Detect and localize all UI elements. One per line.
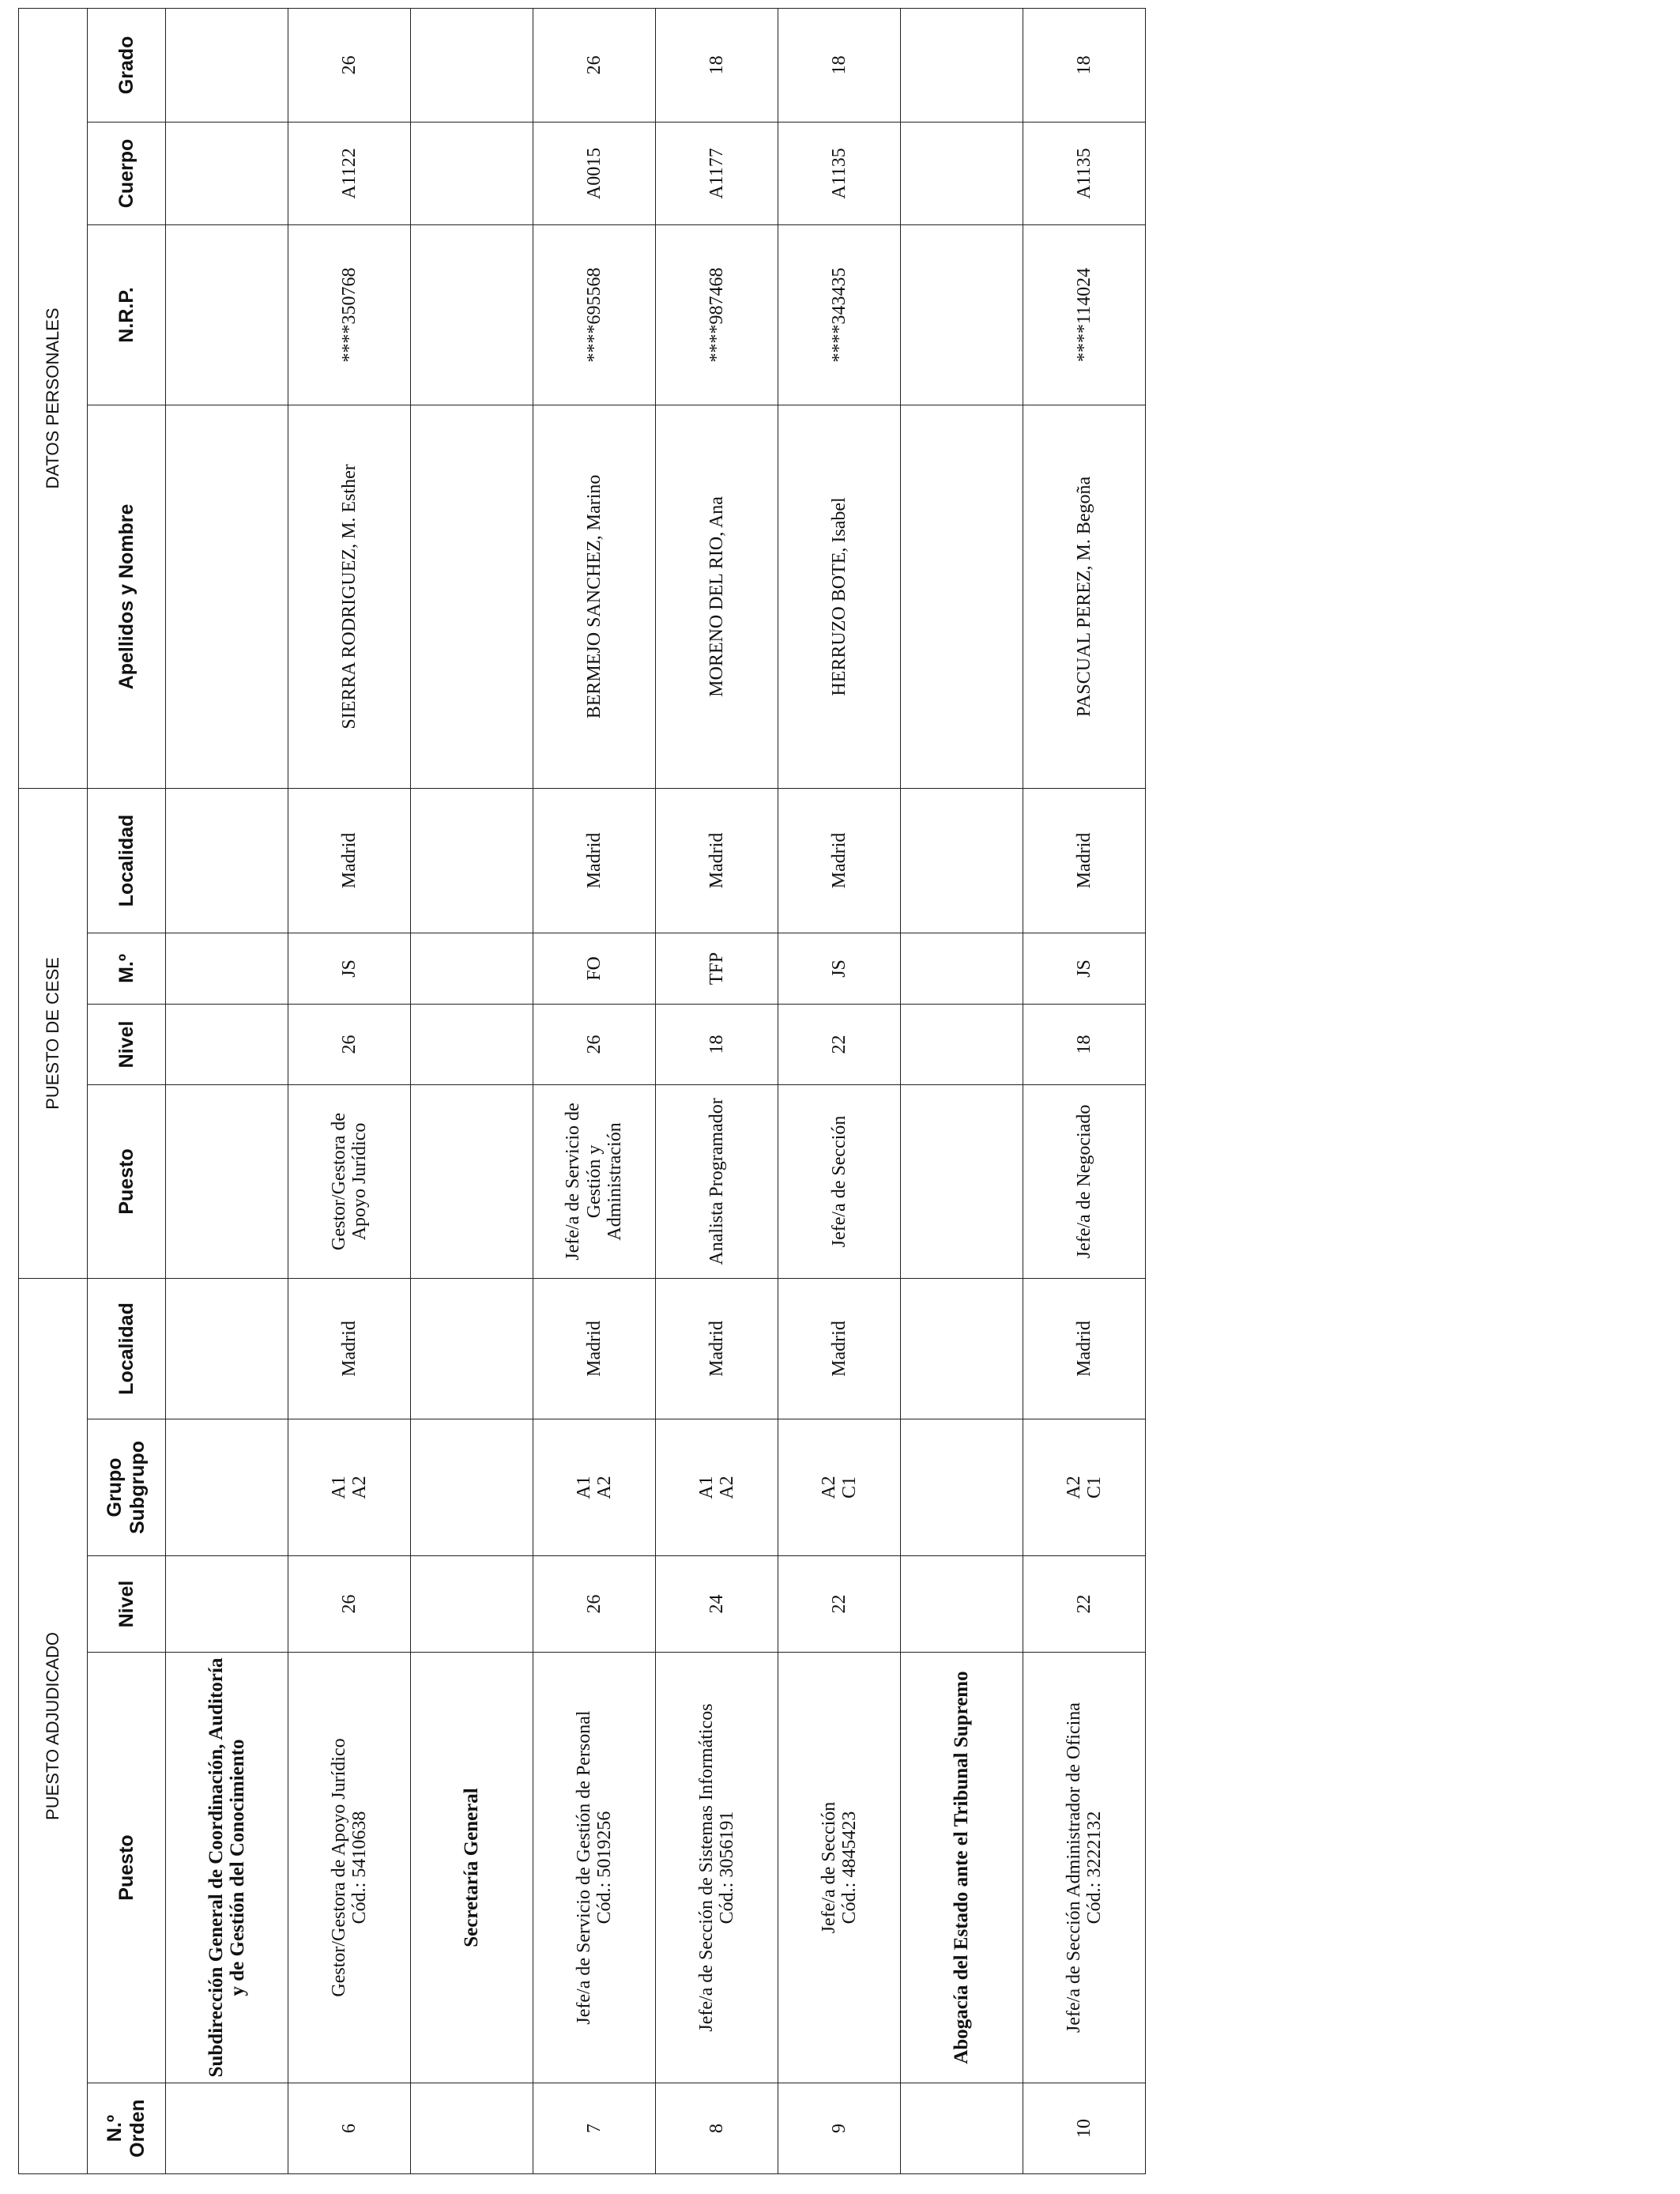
table-row [533,8,656,2173]
nombre-cell: SIERRA RODRIGUEZ, M. Esther [288,405,411,788]
cese-ministerio-cell: JS [778,933,901,1004]
nombre-cell: HERRUZO BOTE, Isabel [778,405,901,788]
localidad-cell: Madrid [656,1278,778,1419]
puesto-text: Jefe/a de Sección Administrador de Oficina [1063,1702,1084,2033]
localidad-cell: Madrid [778,1278,901,1419]
codigo-text: Cód.: 5410638 [349,1811,370,1924]
codigo-text: Cód.: 5019256 [594,1811,615,1924]
localidad-cell: Madrid [288,1278,411,1419]
nrp-cell: ****350768 [288,224,411,405]
orden-cell: 6 [288,2083,411,2174]
puesto-cell [288,1653,411,2083]
col-header-orden: N.º Orden [88,2083,166,2174]
cese-localidad-cell: Madrid [533,788,656,933]
col-header-cese-ministerio: M.º [88,933,166,1004]
puesto-text: Jefe/a de Sección de Sistemas Informáticos [695,1703,717,2032]
cuerpo-cell: A1135 [1023,122,1146,224]
cese-puesto-cell: Jefe/a de Negociado [1023,1084,1146,1278]
nrp-cell: ****114024 [1023,224,1146,405]
col-header-localidad: Localidad [88,1278,166,1419]
section-row [411,8,533,2173]
orden-cell: 7 [533,2083,656,2174]
codigo-text: Cód.: 3222132 [1084,1811,1105,1924]
resolution-table [18,8,1146,2174]
col-header-cese-nivel: Nivel [88,1004,166,1084]
grado-cell: 26 [533,8,656,122]
section-row [901,8,1023,2173]
col-header-grado: Grado [88,8,166,122]
puesto-text: Gestor/Gestora de Apoyo Jurídico [328,1738,349,1997]
grupo-cell: A2 C1 [1023,1419,1146,1556]
nombre-cell: PASCUAL PEREZ, M. Begoña [1023,405,1146,788]
col-header-nivel: Nivel [88,1556,166,1653]
nombre-cell: BERMEJO SANCHEZ, Marino [533,405,656,788]
nrp-cell: ****987468 [656,224,778,405]
puesto-cell [533,1653,656,2083]
section-title: Abogacía del Estado ante el Tribunal Supremo [901,1653,1023,2083]
cese-nivel-cell: 22 [778,1004,901,1084]
cese-nivel-cell: 26 [533,1004,656,1084]
group-header-puesto-adjudicado: PUESTO ADJUDICADO [19,1278,88,2173]
grado-cell: 18 [1023,8,1146,122]
group-header-puesto-cese: PUESTO DE CESE [19,788,88,1278]
cese-nivel-cell: 18 [656,1004,778,1084]
puesto-cell [1023,1653,1146,2083]
col-header-puesto: Puesto [88,1653,166,2083]
cese-localidad-cell: Madrid [778,788,901,933]
cese-ministerio-cell: JS [1023,933,1146,1004]
cuerpo-cell: A1135 [778,122,901,224]
col-header-apellidos-nombre: Apellidos y Nombre [88,405,166,788]
cese-localidad-cell: Madrid [1023,788,1146,933]
nombre-cell: MORENO DEL RIO, Ana [656,405,778,788]
puesto-cell [778,1653,901,2083]
table-row [1023,8,1146,2173]
table-row [656,8,778,2173]
codigo-text: Cód.: 3056191 [717,1811,737,1924]
cuerpo-cell: A1122 [288,122,411,224]
cese-puesto-cell: Jefe/a de Servicio de Gestión y Administración [533,1084,656,1278]
grado-cell: 18 [778,8,901,122]
puesto-text: Jefe/a de Servicio de Gestión de Personal [573,1710,594,2025]
section-title: Secretaría General [411,1653,533,2083]
cese-ministerio-cell: JS [288,933,411,1004]
table-row [778,8,901,2173]
grupo-cell: A2 C1 [778,1419,901,1556]
cuerpo-cell: A0015 [533,122,656,224]
cese-localidad-cell: Madrid [288,788,411,933]
cese-nivel-cell: 26 [288,1004,411,1084]
group-header-datos-personales: DATOS PERSONALES [19,8,88,788]
grado-cell: 26 [288,8,411,122]
orden-cell: 10 [1023,2083,1146,2174]
col-header-nrp: N.R.P. [88,224,166,405]
cese-ministerio-cell: TFP [656,933,778,1004]
nivel-cell: 26 [533,1556,656,1653]
nivel-cell: 22 [1023,1556,1146,1653]
nrp-cell: ****343435 [778,224,901,405]
col-header-cuerpo: Cuerpo [88,122,166,224]
localidad-cell: Madrid [533,1278,656,1419]
cese-puesto-cell: Analista Programador [656,1084,778,1278]
section-title: Subdirección General de Coordinación, Auditoría y de Gestión del Conocimiento [166,1653,288,2083]
orden-cell: 8 [656,2083,778,2174]
col-header-grupo-subgrupo: Grupo Subgrupo [88,1419,166,1556]
nrp-cell: ****695568 [533,224,656,405]
puesto-cell [656,1653,778,2083]
cese-puesto-cell: Jefe/a de Sección [778,1084,901,1278]
col-header-cese-localidad: Localidad [88,788,166,933]
nivel-cell: 26 [288,1556,411,1653]
section-row [166,8,288,2173]
localidad-cell: Madrid [1023,1278,1146,1419]
cuerpo-cell: A1177 [656,122,778,224]
grupo-cell: A1 A2 [533,1419,656,1556]
grupo-cell: A1 A2 [656,1419,778,1556]
cese-localidad-cell: Madrid [656,788,778,933]
nivel-cell: 22 [778,1556,901,1653]
table-row [288,8,411,2173]
cese-ministerio-cell: FO [533,933,656,1004]
col-header-cese-puesto: Puesto [88,1084,166,1278]
codigo-text: Cód.: 4845423 [839,1811,860,1924]
grado-cell: 18 [656,8,778,122]
cese-puesto-cell: Gestor/Gestora de Apoyo Jurídico [288,1084,411,1278]
puesto-text: Jefe/a de Sección [818,1801,839,1934]
cese-nivel-cell: 18 [1023,1004,1146,1084]
nivel-cell: 24 [656,1556,778,1653]
orden-cell: 9 [778,2083,901,2174]
grupo-cell: A1 A2 [288,1419,411,1556]
